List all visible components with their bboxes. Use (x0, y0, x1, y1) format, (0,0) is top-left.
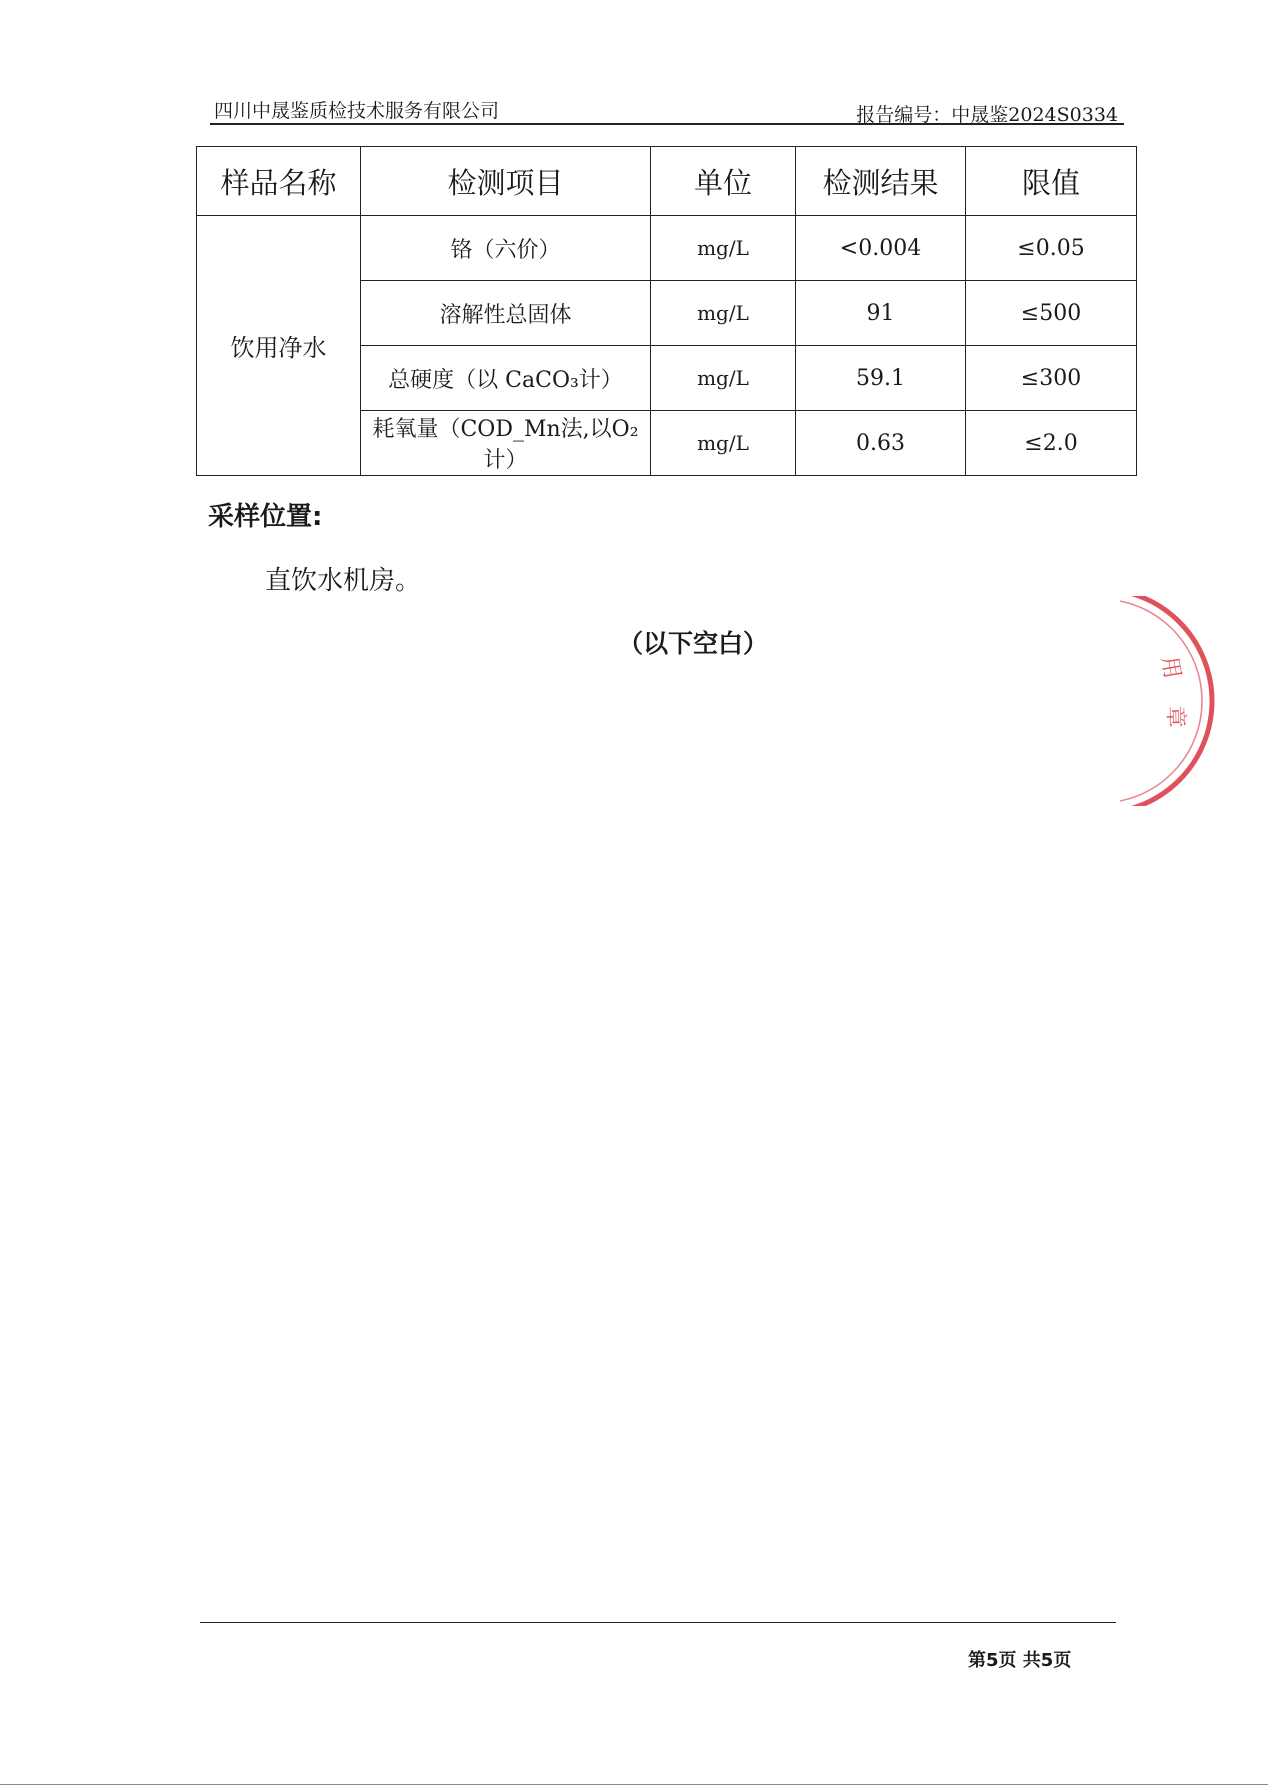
table-header-row (197, 147, 1137, 216)
unit-cell: mg/L (651, 346, 796, 411)
unit-cell: mg/L (651, 281, 796, 346)
limit-cell: ≤300 (966, 346, 1137, 411)
sample-name-cell: 饮用净水 (197, 216, 361, 476)
company-name: 四川中晟鉴质检技术服务有限公司 (214, 100, 500, 122)
svg-text:章: 章 (1162, 705, 1188, 729)
item-cell: 总硬度（以 CaCO₃计） (361, 346, 651, 411)
footer-divider (200, 1622, 1116, 1623)
official-seal-stamp (1120, 596, 1240, 806)
report-number: 报告编号：中晟鉴2024S0334 (856, 104, 1118, 126)
result-cell: <0.004 (796, 216, 966, 281)
limit-cell: ≤0.05 (966, 216, 1137, 281)
column-header-result: 检测结果 (796, 147, 966, 216)
item-cell: 溶解性总固体 (361, 281, 651, 346)
column-header-limit: 限值 (966, 147, 1137, 216)
seal-icon (1120, 596, 1240, 806)
result-cell: 59.1 (796, 346, 966, 411)
scan-bottom-edge (0, 1784, 1268, 1785)
sampling-location-text: 直饮水机房。 (265, 566, 422, 596)
unit-cell: mg/L (651, 411, 796, 476)
item-cell: 铬（六价） (361, 216, 651, 281)
header-divider (210, 123, 1124, 125)
column-header-unit: 单位 (651, 147, 796, 216)
result-cell: 91 (796, 281, 966, 346)
blank-below-note: （以下空白） (618, 629, 769, 658)
svg-text:用: 用 (1156, 654, 1185, 681)
column-header-sample: 样品名称 (197, 147, 361, 216)
sampling-location-title: 采样位置: (208, 502, 323, 532)
column-header-item: 检测项目 (361, 147, 651, 216)
unit-cell: mg/L (651, 216, 796, 281)
limit-cell: ≤500 (966, 281, 1137, 346)
results-table (196, 146, 1137, 476)
result-cell: 0.63 (796, 411, 966, 476)
table-row (197, 216, 1137, 281)
limit-cell: ≤2.0 (966, 411, 1137, 476)
item-cell: 耗氧量（COD_Mn法,以O₂计） (361, 411, 651, 476)
page-number: 第5页 共5页 (968, 1650, 1072, 1671)
